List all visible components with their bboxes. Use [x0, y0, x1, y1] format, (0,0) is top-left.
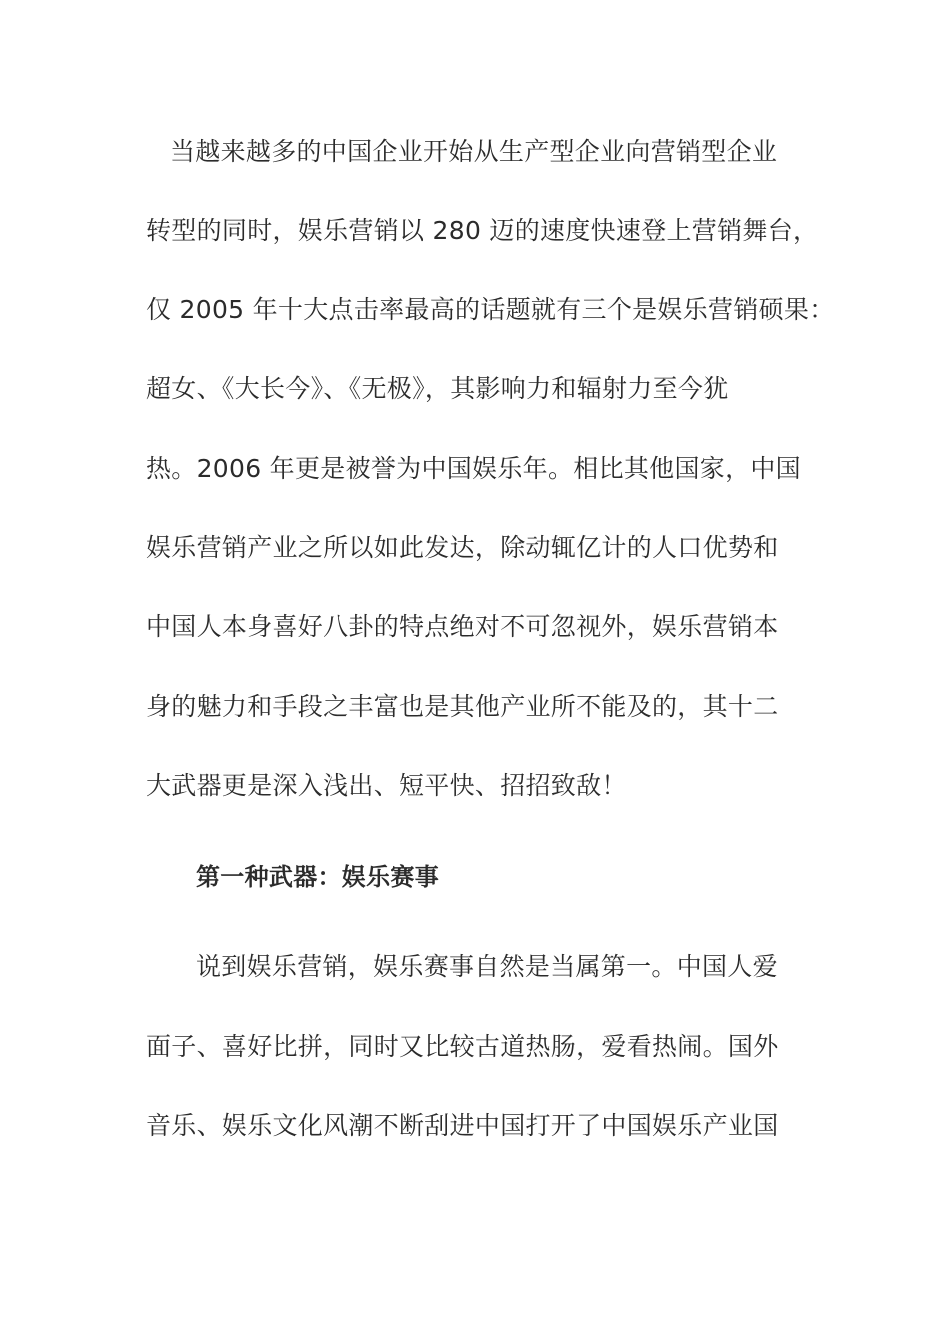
- paragraph2-line-2: 面子、喜好比拼，同时又比较古道热肠，爱看热闹。国外: [146, 1032, 779, 1061]
- paragraph1-line-8: 身的魅力和手段之丰富也是其他产业所不能及的，其十二: [146, 692, 779, 721]
- paragraph1-line-6: 娱乐营销产业之所以如此发达，除动辄亿计的人口优势和: [146, 533, 779, 562]
- paragraph1-line-9: 大武器更是深入浅出、短平快、招招致敌！: [146, 771, 627, 800]
- paragraph1-line-5: 热。2006 年更是被誉为中国娱乐年。相比其他国家，中国: [146, 454, 801, 483]
- paragraph2-line-1: 说到娱乐营销，娱乐赛事自然是当属第一。中国人爱: [196, 952, 778, 981]
- paragraph1-line-4: 超女、《大长今》、《无极》，其影响力和辐射力至今犹: [146, 374, 729, 403]
- section-heading: 第一种武器：娱乐赛事: [196, 863, 439, 891]
- paragraph1-line-7: 中国人本身喜好八卦的特点绝对不可忽视外，娱乐营销本: [146, 612, 779, 641]
- paragraph1-line-3: 仅 2005 年十大点击率最高的话题就有三个是娱乐营销硕果：: [146, 295, 835, 324]
- paragraph1-line-2: 转型的同时，娱乐营销以 280 迈的速度快速登上营销舞台，: [146, 216, 819, 245]
- paragraph1-line-1: 当越来越多的中国企业开始从生产型企业向营销型企业: [170, 137, 778, 166]
- paragraph2-line-3: 音乐、娱乐文化风潮不断刮进中国打开了中国娱乐产业国: [146, 1111, 779, 1140]
